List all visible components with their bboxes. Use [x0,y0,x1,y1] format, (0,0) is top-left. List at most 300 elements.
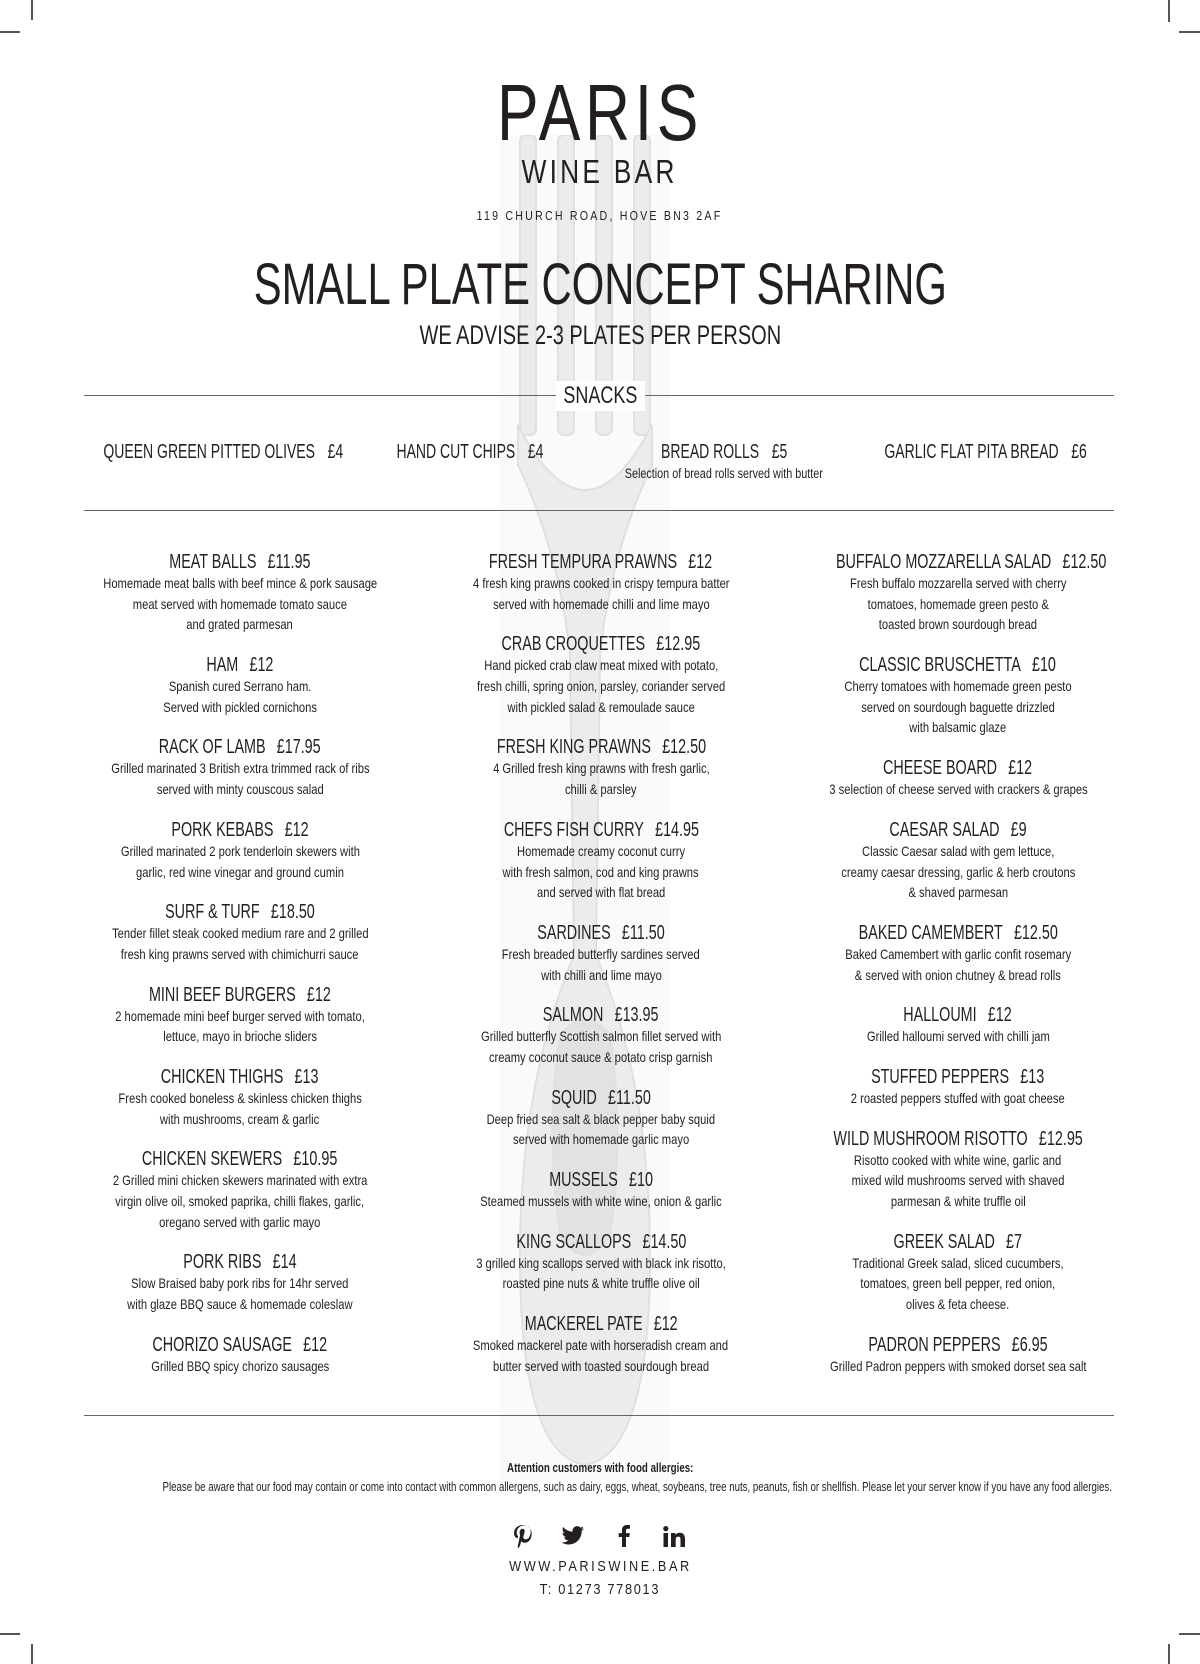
dish-description-line [421,1026,781,1047]
pinterest-icon[interactable] [509,1522,537,1550]
crop-mark [31,1644,33,1664]
dish-description-text: parmesan & white truffle oil [890,1193,1026,1209]
dish-description-text: and grated parmesan [186,616,294,633]
dish-description-line [60,1109,420,1130]
dish-title [60,1251,420,1273]
dish-description-line [778,779,1138,800]
dish-description-text: chilli & parsley [565,781,637,798]
dish-title [60,901,420,923]
dish-description-text: served with homemade chilli and lime mayo [492,595,710,612]
snack-price: £5 [771,441,788,463]
dish-description-text: 3 selection of cheese served with crackers & grapes [828,781,1088,798]
dish-price: £12 [303,1332,328,1356]
dish-title [60,1066,420,1088]
dish-price: £11.95 [267,550,311,573]
dish-price: £12 [988,1003,1013,1027]
dish-price: £6.95 [1011,1332,1048,1356]
dish-price: £12 [284,817,309,841]
address [0,207,1200,225]
dish-name: PADRON PEPPERS [868,1332,1001,1356]
dish-description-line [421,944,781,965]
snack-price: £4 [327,441,344,463]
menu-item [778,757,1138,800]
dish-title-line [543,1004,659,1026]
dish-price: £13 [1020,1064,1045,1088]
dish-title [421,819,781,841]
dish-name: PORK RIBS [183,1250,262,1274]
dish-title-line [904,1004,1013,1026]
dish-description-line [60,1356,420,1377]
snack-name: BREAD ROLLS [660,441,759,463]
dish-description-line [60,676,420,697]
dish-description-text: Fresh breaded butterfly sardines served [502,945,700,962]
menu-item [60,819,420,882]
dish-name: MEAT BALLS [169,550,257,573]
dish-name: BUFFALO MOZZARELLA SALAD [835,550,1052,573]
snack-title-line [397,440,544,464]
dish-name: CLASSIC BRUSCHETTA [859,653,1022,677]
dish-description-text: Grilled marinated 2 pork tenderloin skewers with [120,842,360,859]
allergy-notice [0,1478,1200,1496]
dish-name: SARDINES [537,920,611,944]
dish-price: £14.50 [642,1229,686,1253]
dish-name: GREEK SALAD [893,1229,996,1253]
dish-description-line [60,573,420,594]
dish-description-line [778,1294,1138,1315]
dish-description-line [778,841,1138,862]
dish-description-text: & shaved parmesan [908,884,1008,901]
dish-description-line [421,697,781,718]
dish-price: £14 [272,1250,297,1274]
dish-description-line [60,779,420,800]
twitter-icon[interactable] [559,1522,587,1550]
dish-description-line [778,965,1138,986]
dish-description-text: Served with pickled cornichons [163,698,317,715]
dish-description-line [421,1335,781,1356]
crop-mark [31,0,33,20]
dish-title [421,551,781,573]
snack-name: GARLIC FLAT PITA BREAD [884,441,1060,463]
dish-description-text: Classic Caesar salad with gem lettuce, [861,842,1055,859]
dish-title [421,922,781,944]
dish-title [421,1087,781,1109]
dish-description-line [778,594,1138,615]
crop-mark [1168,0,1170,22]
dish-title-line [537,922,664,944]
dish-title-line [883,757,1032,779]
dish-name: FRESH TEMPURA PRAWNS [489,550,678,573]
dish-description-text: Grilled BBQ spicy chorizo sausages [150,1357,330,1374]
dish-description-text: tomatoes, homemade green pesto & [867,595,1049,612]
address-text: 119 CHURCH ROAD, HOVE BN3 2AF [477,209,723,223]
website-text[interactable]: WWW.PARISWINE.BAR [508,1558,692,1575]
dish-description-line [421,779,781,800]
dish-title-line [894,1231,1022,1253]
dish-description-line [60,1212,420,1233]
website-link[interactable] [0,1557,1200,1577]
dish-price: £14.95 [654,817,699,841]
dish-description-text: with fresh salmon, cod and king prawns [502,863,700,880]
dish-description-text: Tender fillet steak cooked medium rare and 2 grilled [111,925,369,942]
dish-description-line [421,841,781,862]
crop-mark [0,31,20,33]
dish-name: SQUID [551,1085,597,1109]
dish-description-line [421,655,781,676]
dish-description-text: toasted brown sourdough bread [878,616,1038,633]
dish-name: KING SCALLOPS [516,1229,631,1253]
advice-text: WE ADVISE 2-3 PLATES PER PERSON [419,320,781,350]
dish-description-text: Traditional Greek salad, sliced cucumbers, [852,1254,1064,1271]
dish-description-line [60,1273,420,1294]
menu-column [778,551,1138,1395]
snack-price: £4 [527,441,544,463]
dish-description-line [778,862,1138,883]
dish-description-text: with mushrooms, cream & garlic [160,1110,320,1127]
dish-name: STUFFED PEPPERS [871,1064,1010,1088]
dish-description-line [778,944,1138,965]
dish-title [421,1313,781,1335]
allergy-title [0,1459,1200,1477]
crop-mark [0,1633,20,1635]
dish-description-line [421,1356,781,1377]
dish-name: SURF & TURF [165,900,260,924]
dish-name: RACK OF LAMB [159,735,266,759]
dish-description-line [778,1088,1138,1109]
dish-price: £7 [1006,1229,1023,1253]
dish-description-text: creamy coconut sauce & potato crisp garnish [489,1048,713,1065]
menu-item [421,1231,781,1294]
dish-title-line [868,1334,1047,1356]
dish-description-line [60,1088,420,1109]
dish-description-line [60,697,420,718]
subbrand-text: WINE BAR [521,153,679,190]
dish-title [778,1128,1138,1150]
dish-description-text: & served with onion chutney & bread rolls [854,966,1062,983]
snack-description-text: Selection of bread rolls served with butter [624,466,824,481]
dish-description-text: tomatoes, green bell pepper, red onion, [860,1275,1056,1292]
dish-description-line [778,1191,1138,1212]
dish-price: £10 [628,1168,653,1191]
dish-description-text: with pickled salad & remoulade sauce [507,698,695,715]
dish-description-text: with balsamic glaze [909,719,1007,736]
dish-description-line [60,841,420,862]
dish-title-line [206,654,273,676]
dish-price: £13.95 [614,1003,659,1027]
dish-description-line [60,1294,420,1315]
menu-item [778,1334,1138,1377]
dish-title-line [153,1334,328,1356]
snack-title-line [103,440,343,464]
dish-description-line [421,1273,781,1294]
snacks-heading [0,381,1200,411]
dish-price: £12.95 [656,632,701,656]
phone-text: T: 01273 778013 [539,1581,661,1598]
menu-item [60,901,420,964]
dish-description-line [60,862,420,883]
dish-price: £12 [249,653,274,677]
dish-description-line [421,882,781,903]
menu-item [421,736,781,799]
dish-title-line [871,1066,1044,1088]
dish-description-text: Fresh cooked boneless & skinless chicken thighs [118,1089,362,1106]
dish-name: CHEESE BOARD [883,756,998,780]
snack-title-line [885,440,1087,464]
dish-title [778,1334,1138,1356]
dish-description-line [421,1047,781,1068]
dish-description-text: Homemade creamy coconut curry [516,842,686,859]
linkedin-icon[interactable] [660,1522,688,1550]
dish-name: MINI BEEF BURGERS [149,982,296,1006]
dish-description-text: virgin olive oil, smoked paprika, chilli flakes, garlic, [115,1193,365,1209]
dish-price: £12.50 [1062,550,1107,573]
brand-name [0,68,1200,158]
dish-description-line [60,1170,420,1191]
crop-mark [1168,1644,1170,1664]
menu-item [778,654,1138,738]
dish-name: CHICKEN THIGHS [161,1064,284,1088]
dish-title [421,1004,781,1026]
dish-description-text: Cherry tomatoes with homemade green pesto [844,678,1072,695]
dish-description-text: served with minty couscous salad [156,781,324,798]
dish-description-text: 4 Grilled fresh king prawns with fresh garlic, [492,760,710,777]
dish-title [778,922,1138,944]
dish-description-line [60,923,420,944]
dish-title [778,819,1138,841]
dish-name: WILD MUSHROOM RISOTTO [833,1126,1028,1150]
dish-description-text: mixed wild mushrooms served with shaved [851,1172,1065,1189]
crop-mark [1179,1633,1200,1635]
menu-item [778,1128,1138,1212]
dish-description-text: served on sourdough baguette drizzled [861,698,1055,715]
dish-title-line [858,922,1057,944]
dish-title-line [836,551,1106,573]
menu-item [421,1087,781,1150]
menu-column [421,551,781,1395]
dish-description-line [778,614,1138,635]
dish-description-text: Deep fried sea salt & black pepper baby squid [486,1110,716,1127]
snacks-heading-text: SNACKS [555,381,644,411]
menu-item [60,551,420,635]
dish-description-text: Baked Camembert with garlic confit rosemary [845,945,1071,962]
dish-title [60,736,420,758]
dish-title-line [161,1066,319,1088]
dish-title [60,1334,420,1356]
menu-item [778,922,1138,985]
dish-title-line [183,1251,296,1273]
menu-item [421,1313,781,1376]
dish-price: £12.95 [1038,1126,1083,1150]
menu-item [778,1004,1138,1047]
dish-description-line [421,1129,781,1150]
menu-item [778,1066,1138,1109]
dish-price: £10 [1032,653,1057,677]
dish-description-line [778,1150,1138,1171]
allergy-title-text: Attention customers with food allergies: [506,1460,694,1475]
dish-title [60,984,420,1006]
menu-item [60,1066,420,1129]
dish-name: HALLOUMI [903,1003,978,1027]
dish-title-line [860,654,1057,676]
dish-description-text: butter served with toasted sourdough bread [492,1357,710,1374]
menu-item [60,736,420,799]
dish-price: £12.50 [661,735,706,759]
dish-description-text: meat served with homemade tomato sauce [132,595,348,612]
dish-description-line [60,944,420,965]
dish-title-line [149,984,331,1006]
snack-name: HAND CUT CHIPS [396,441,516,463]
dish-title-line [489,551,712,573]
dish-description-line [778,697,1138,718]
menu-item [60,1334,420,1377]
dish-description-line [778,676,1138,697]
phone-number [0,1580,1200,1600]
dish-description-line [421,573,781,594]
headline-text: SMALL PLATE CONCEPT SHARING [253,252,947,317]
dish-title [778,654,1138,676]
dish-title [778,1066,1138,1088]
dish-description-line [778,1356,1138,1377]
dish-description-line [778,573,1138,594]
facebook-icon[interactable] [610,1522,638,1550]
dish-description-line [421,1253,781,1274]
dish-name: HAM [206,653,239,677]
dish-price: £12 [1008,756,1033,780]
dish-description-text: Homemade meat balls with beef mince & pork sausage [103,575,377,591]
dish-name: CHICKEN SKEWERS [142,1147,283,1171]
dish-description-line [421,676,781,697]
dish-description-text: with chilli and lime mayo [540,966,662,983]
menu-headline [0,252,1200,318]
snack-name: QUEEN GREEN PITTED OLIVES [103,441,315,463]
menu-item [60,654,420,717]
dish-name: BAKED CAMEMBERT [858,920,1003,944]
dish-description-line [421,862,781,883]
dish-description-text: Steamed mussels with white wine, onion & garlic [480,1193,722,1209]
dish-price: £17.95 [277,735,321,759]
dish-title-line [833,1128,1082,1150]
dish-price: £12 [306,982,331,1006]
menu-item [778,1231,1138,1315]
dish-description-text: lettuce, mayo in brioche sliders [163,1028,317,1045]
dish-description-text: Spanish cured Serrano ham. [168,678,312,695]
dish-name: CRAB CROQUETTES [501,632,646,656]
snack-description [564,464,884,484]
dish-description-line [778,1253,1138,1274]
menu-item [421,1169,781,1212]
dish-price: £10.95 [293,1147,338,1171]
dish-description-text: garlic, red wine vinegar and ground cumin [136,863,344,880]
dish-title [60,551,420,573]
dish-title-line [142,1148,337,1170]
dish-title-line [502,633,701,655]
footer-rule [84,1415,1114,1416]
dish-title-line [503,819,698,841]
dish-price: £12 [688,550,713,573]
dish-description-text: Grilled Padron peppers with smoked dorset sea salt [829,1357,1087,1374]
dish-name: PORK KEBABS [171,817,274,841]
dish-description-line [778,1026,1138,1047]
dish-price: £11.50 [621,920,665,944]
dish-title [60,654,420,676]
dish-description-text: Risotto cooked with white wine, garlic and [854,1151,1062,1168]
dish-title [421,1231,781,1253]
dish-title-line [549,1169,653,1191]
dish-title [421,633,781,655]
dish-description-text: oregano served with garlic mayo [159,1213,321,1230]
dish-name: MACKEREL PATE [524,1312,643,1336]
menu-item [60,1251,420,1314]
menu-advice [0,319,1200,351]
dish-description-line [60,1026,420,1047]
dish-title-line [496,736,705,758]
dish-title [60,1148,420,1170]
dish-description-line [421,1109,781,1130]
dish-description-text: Smoked mackerel pate with horseradish cream and [473,1337,729,1354]
dish-description-text: 2 roasted peppers stuffed with goat cheese [850,1089,1065,1106]
dish-description-line [778,882,1138,903]
allergy-text: Please be aware that our food may contain or come into contact with common allergens, such as dairy, eggs, wheat, soybeans, tree nuts, peanuts, fish or shellfish. Please let your server know if you have any food allergies. [162,1479,1112,1494]
dish-price: £11.50 [607,1085,651,1109]
dish-description-text: olives & feta cheese. [906,1296,1010,1313]
dish-description-line [421,594,781,615]
menu-item [421,551,781,614]
dish-description-line [778,1170,1138,1191]
dish-title-line [165,901,315,923]
dish-description-text: Fresh buffalo mozzarella served with cherry [849,575,1067,591]
dish-description-line [421,1191,781,1212]
dish-description-text: 2 Grilled mini chicken skewers marinated with extra [112,1172,368,1189]
menu-item [778,819,1138,903]
dish-title [778,1231,1138,1253]
brand-subtitle [0,152,1200,192]
dish-description-text: Hand picked crab claw meat mixed with potato, [483,657,719,674]
dish-description-text: Grilled marinated 3 British extra trimmed rack of ribs [110,760,370,777]
dish-title-line [171,819,308,841]
dish-title [421,1169,781,1191]
dish-description-text: served with homemade garlic mayo [512,1131,690,1148]
dish-description-text: 2 homemade mini beef burger served with tomato, [115,1007,365,1024]
dish-title [778,1004,1138,1026]
snack-title-line [661,440,787,464]
dish-price: £12 [653,1312,678,1336]
dish-description-line [60,614,420,635]
dish-description-line [60,594,420,615]
dish-description-line [60,1006,420,1027]
dish-title-line [159,736,321,758]
snack-item [826,440,1146,464]
menu-item [778,551,1138,635]
dish-name: MUSSELS [549,1168,618,1191]
menu-item [421,819,781,903]
dish-price: £18.50 [270,900,315,924]
dish-description-text: 3 grilled king scallops served with black ink risotto, [476,1254,726,1271]
menu-column [60,551,420,1395]
dish-price: £12.50 [1013,920,1058,944]
dish-name: CAESAR SALAD [889,817,1000,841]
dish-title-line [525,1313,678,1335]
dish-description-line [60,758,420,779]
dish-description-line [421,965,781,986]
snack-title [826,440,1146,464]
menu-item [421,922,781,985]
dish-description-text: Grilled butterfly Scottish salmon fillet served with [480,1028,722,1045]
menu-item [60,1148,420,1232]
dish-description-text: roasted pine nuts & white truffle olive oil [502,1275,700,1292]
dish-description-text: fresh chilli, spring onion, parsley, coriander served [476,678,726,695]
dish-name: CHORIZO SAUSAGE [152,1332,293,1356]
crop-mark [1179,31,1200,33]
dish-description-line [421,758,781,779]
